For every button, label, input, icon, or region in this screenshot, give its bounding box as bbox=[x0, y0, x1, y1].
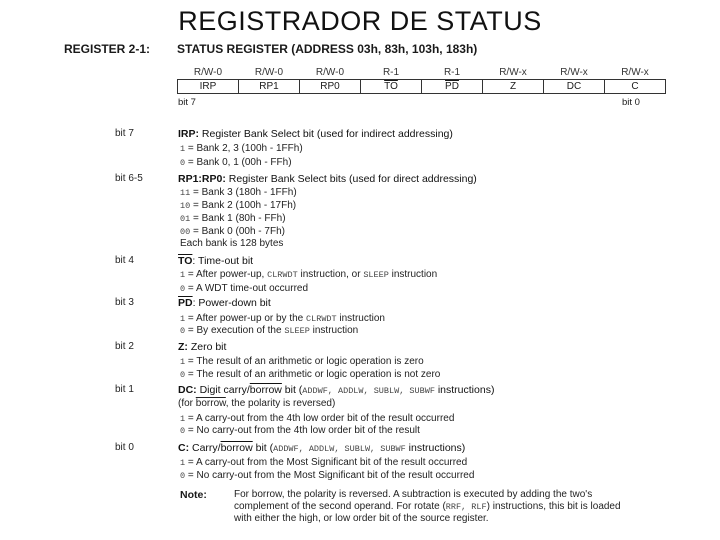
bit-value: 0 bbox=[180, 158, 186, 168]
bit-heading bbox=[178, 341, 226, 353]
bit-desc: borrow bbox=[220, 442, 253, 454]
bit-number: bit 0 bbox=[115, 442, 134, 453]
bit-name-cell: IRP bbox=[178, 80, 239, 94]
bit-value-desc: = Bank 1 (80h - FFh) bbox=[190, 213, 286, 224]
bit-value-desc: = No carry-out from the 4th low order bit of the result bbox=[185, 425, 420, 436]
bit-value-line bbox=[180, 157, 292, 168]
access-cell: R/W-x bbox=[621, 67, 649, 78]
note-text bbox=[234, 489, 640, 525]
bit-note-line bbox=[178, 398, 335, 409]
bit-name: $\overline{PD}$ bbox=[178, 297, 193, 309]
bit-desc: instructions) bbox=[405, 442, 466, 454]
bit-value-desc: = A WDT time-out occurred bbox=[185, 283, 309, 294]
note-label: Note: bbox=[180, 489, 207, 501]
bit-value: 0 bbox=[180, 326, 186, 336]
bit-number: bit 2 bbox=[115, 341, 134, 352]
bit-heading bbox=[178, 384, 494, 396]
bit-value-desc: = After power-up or by the bbox=[185, 313, 307, 324]
bit-number: bit 1 bbox=[115, 384, 134, 395]
bit-desc: : Power-down bit bbox=[192, 297, 271, 309]
access-row bbox=[178, 66, 666, 80]
bit-desc: borrow bbox=[195, 398, 226, 409]
bit-value-line bbox=[180, 356, 424, 367]
bit-value-desc: = Bank 2 (100h - 17Fh) bbox=[190, 200, 297, 211]
bit-value-line bbox=[180, 269, 437, 280]
bit-number: bit 3 bbox=[115, 297, 134, 308]
bit-heading bbox=[178, 297, 271, 309]
bit-name-cell: RP0 bbox=[300, 80, 361, 94]
bit-name-cell: RP1 bbox=[239, 80, 300, 94]
bit-desc: : Time-out bit bbox=[192, 255, 254, 267]
bit-value-desc: = Bank 2, 3 (100h - 1FFh) bbox=[185, 143, 303, 154]
bit-value: 11 bbox=[180, 188, 191, 198]
bit-value-desc: = Bank 0, 1 (00h - FFh) bbox=[185, 157, 292, 168]
bit-number: bit 6-5 bbox=[115, 173, 143, 184]
bit-value-line bbox=[180, 313, 385, 324]
instruction-name: RRF, RLF bbox=[445, 502, 487, 512]
bit-name: DC: bbox=[178, 384, 197, 396]
bit-value: 00 bbox=[180, 227, 191, 237]
register-label: REGISTER 2-1: bbox=[64, 42, 151, 56]
bit-name-text: $\overline{TO}$ bbox=[384, 81, 398, 92]
bit-desc: borrow bbox=[249, 384, 282, 396]
bit-value: 1 bbox=[180, 357, 186, 367]
access-cell: R-1 bbox=[443, 67, 461, 78]
bit-number: bit 4 bbox=[115, 255, 134, 266]
bit-value: 0 bbox=[180, 370, 186, 380]
bit-value-desc: = The result of an arithmetic or logic operation is not zero bbox=[185, 369, 441, 380]
access-cell: R/W-x bbox=[560, 67, 588, 78]
bit-value: 0 bbox=[180, 471, 186, 481]
bit-desc: Digit carry/ bbox=[196, 384, 250, 396]
bit-value-desc: instruction bbox=[309, 325, 359, 336]
bit-name: $\overline{TO}$ bbox=[178, 255, 193, 267]
bit7-marker: bit 7 bbox=[178, 97, 196, 108]
bit-number: bit 7 bbox=[115, 128, 134, 139]
page-title: REGISTRADOR DE STATUS bbox=[178, 6, 542, 36]
bit-name: IRP: bbox=[178, 128, 199, 140]
access-cell: R/W-0 bbox=[193, 67, 223, 78]
bit-name: C: bbox=[178, 442, 190, 454]
bit-heading bbox=[178, 128, 453, 140]
bit-desc: Register Bank Select bits (used for direct addressing) bbox=[225, 173, 477, 185]
note-part: ) instructions, this bit is loaded with either the high, or low order bit of the source register. bbox=[234, 501, 621, 524]
bit0-marker: bit 0 bbox=[622, 97, 640, 108]
bit-note-line: Each bank is 128 bytes bbox=[180, 238, 284, 249]
bit-value: 10 bbox=[180, 201, 191, 211]
bit-desc: bit ( bbox=[252, 442, 274, 454]
bit-value-desc: instruction, or bbox=[297, 269, 364, 280]
bit-value: 1 bbox=[180, 414, 186, 424]
bit-value: 1 bbox=[180, 270, 186, 280]
bit-name-cell bbox=[422, 80, 483, 94]
bit-value: 01 bbox=[180, 214, 191, 224]
bit-value-desc: instruction bbox=[336, 313, 385, 324]
bit-value-line bbox=[180, 470, 474, 481]
bit-desc: (for bbox=[178, 398, 196, 409]
bit-value-desc: = By execution of the bbox=[185, 325, 285, 336]
bit-value: 0 bbox=[180, 426, 186, 436]
bit-value: 1 bbox=[180, 314, 186, 324]
register-title: STATUS REGISTER (ADDRESS 03h, 83h, 103h, 183h) bbox=[177, 42, 478, 56]
access-cell: R/W-x bbox=[499, 67, 527, 78]
bit-value-desc: = No carry-out from the Most Significant bit of the result occurred bbox=[185, 470, 475, 481]
bit-desc: , the polarity is reversed) bbox=[225, 398, 336, 409]
bit-desc: Register Bank Select bit (used for indirect addressing) bbox=[199, 128, 453, 140]
bit-name-cell: Z bbox=[483, 80, 544, 94]
bit-value-line bbox=[180, 187, 297, 198]
bit-value: 1 bbox=[180, 144, 186, 154]
instruction-name: SLEEP bbox=[363, 270, 389, 280]
bit-name-text: $\overline{PD}$ bbox=[445, 81, 459, 92]
bit-desc: bit ( bbox=[281, 384, 303, 396]
instruction-name: ADDWF, ADDLW, SUBLW, SUBWF bbox=[273, 444, 406, 454]
instruction-name: SLEEP bbox=[284, 326, 310, 336]
bit-value-line bbox=[180, 325, 358, 336]
bit-value-desc: = A carry-out from the 4th low order bit of the result occurred bbox=[185, 413, 455, 424]
bit-value-line bbox=[180, 226, 285, 237]
bit-desc: Carry/ bbox=[189, 442, 221, 454]
bit-value-desc: = Bank 0 (00h - 7Fh) bbox=[190, 226, 285, 237]
bit-value-line bbox=[180, 143, 303, 154]
instruction-name: CLRWDT bbox=[267, 270, 298, 280]
bit-name-cell bbox=[361, 80, 422, 94]
bit-value: 1 bbox=[180, 458, 186, 468]
bit-heading bbox=[178, 255, 253, 267]
bit-name: Z: bbox=[178, 341, 188, 353]
bit-value-line bbox=[180, 413, 454, 424]
bit-heading bbox=[178, 173, 477, 185]
bit-value: 0 bbox=[180, 284, 186, 294]
bit-value-line bbox=[180, 200, 296, 211]
bit-value-line bbox=[180, 369, 440, 380]
bit-name-row bbox=[178, 80, 666, 94]
bit-heading bbox=[178, 442, 465, 454]
bit-value-line bbox=[180, 283, 308, 294]
bit-value-desc: instruction bbox=[388, 269, 438, 280]
access-cell: R/W-0 bbox=[315, 67, 345, 78]
bit-value-line bbox=[180, 457, 467, 468]
bit-name: RP1:RP0: bbox=[178, 173, 226, 185]
access-cell: R/W-0 bbox=[254, 67, 284, 78]
register-bit-table bbox=[177, 66, 666, 94]
bit-value-desc: = A carry-out from the Most Significant bit of the result occurred bbox=[185, 457, 468, 468]
bit-name-cell: C bbox=[605, 80, 666, 94]
bit-value-desc: = After power-up, bbox=[185, 269, 268, 280]
instruction-name: ADDWF, ADDLW, SUBLW, SUBWF bbox=[302, 386, 435, 396]
bit-value-line bbox=[180, 213, 286, 224]
bit-desc: Zero bit bbox=[187, 341, 227, 353]
access-cell: R-1 bbox=[382, 67, 400, 78]
bit-value-desc: = The result of an arithmetic or logic operation is zero bbox=[185, 356, 424, 367]
bit-name-cell: DC bbox=[544, 80, 605, 94]
note-part: For borrow, the polarity is reversed. A subtraction is executed by adding the two's complement of the second operand. For rotate ( bbox=[234, 489, 593, 512]
bit-value-line bbox=[180, 425, 420, 436]
instruction-name: CLRWDT bbox=[306, 314, 337, 324]
bit-desc: instructions) bbox=[434, 384, 495, 396]
bit-value-desc: = Bank 3 (180h - 1FFh) bbox=[190, 187, 297, 198]
